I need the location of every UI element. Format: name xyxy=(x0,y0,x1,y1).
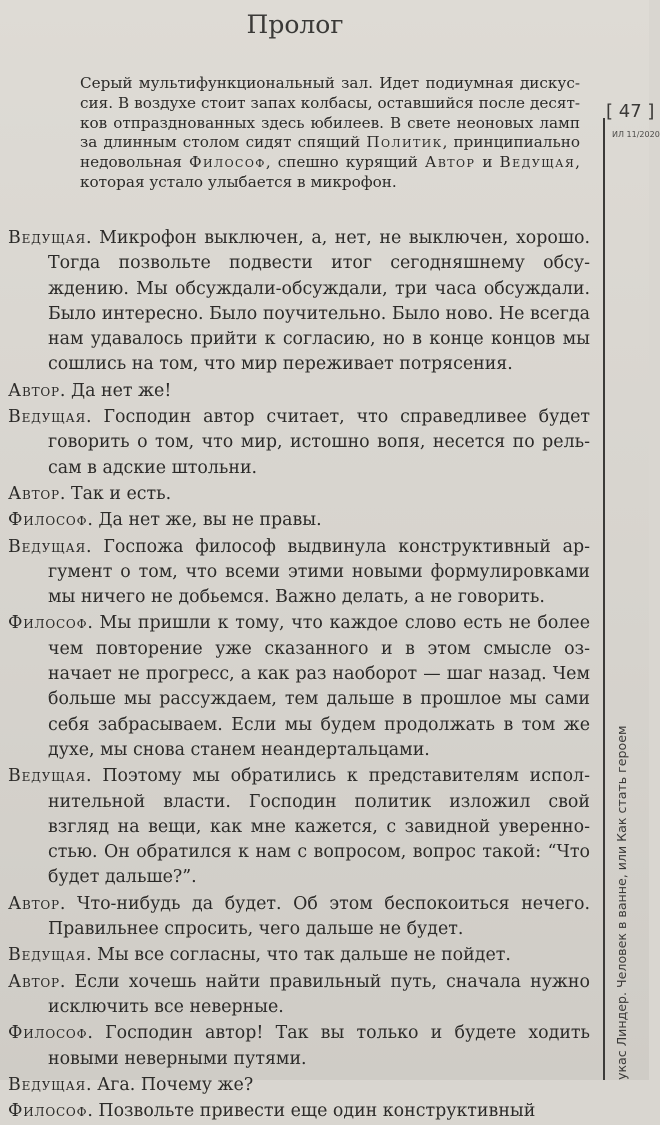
replica: Автор. Да нет же! xyxy=(8,380,172,401)
replica-text: Да нет же, вы не правы. xyxy=(98,510,322,531)
page-number: [ 47 ] xyxy=(606,101,655,122)
speaker-name: Ведущая xyxy=(8,536,87,557)
replica-text: Поэтому мы обратились к представителям исполнительной власти. Господин политик изложил свой взгляд на вещи, как мне кажется, с завидной уверенностью. Он обратился к нам с вопросом, вопрос такой: “Что будет дальше?”. xyxy=(48,766,590,888)
replica: Автор. Что-нибудь да будет. Об этом беспокоиться нечего. Правильнее спросить, чего дальше не будет. xyxy=(8,893,590,940)
replica: Ведущая. Ага. Почему же? xyxy=(8,1074,254,1095)
replica-text: Господин автор считает, что справедливее будет говорить о том, что мир, истошно вопя, несется по рельсам в адские штольни. xyxy=(48,407,590,478)
margin-rule xyxy=(603,118,605,1080)
chapter-title: Пролог xyxy=(246,10,344,39)
speaker-name: Ведущая xyxy=(8,407,87,428)
stage-direction xyxy=(80,74,580,193)
stage-text: , спешно курящий xyxy=(265,153,425,172)
replica: Автор. Если хочешь найти правильный путь, сначала нужно исключить все неверные. xyxy=(8,971,590,1017)
replica: Автор. Так и есть. xyxy=(8,483,172,504)
replica: Философ. Мы пришли к тому, что каждое слово есть не более чем повторение уже сказанного и в этом смысле означает не прогресс, а как раз наоборот — шаг назад. Чем больше мы рассуждаем, тем дальше в прошлое мы сами себя забрасываем. Если мы будем продолжать в том же духе, мы снова станем неандертальцами. xyxy=(8,613,590,760)
issue-label: ИЛ 11/2020 xyxy=(612,130,660,139)
character-name: Ведущая xyxy=(499,153,576,172)
speaker-name: Ведущая xyxy=(8,945,87,966)
replica-text: Позвольте привести еще один конструктивный xyxy=(98,1101,536,1122)
replica-text: Да нет же! xyxy=(70,380,172,401)
character-name: Политик xyxy=(366,133,443,152)
stage-text: Серый мультифункциональный зал. Идет подиумная дискуссия. В воздухе стоит запах колбасы, оставшийся после десятков отпразднованных здесь юбилеев. В свете неоновых ламп за длинным столом сидят спящий xyxy=(80,74,580,152)
replica-text: Мы все согласны, что так дальше не пойдет. xyxy=(97,945,511,966)
replica: Ведущая. Мы все согласны, что так дальше не пойдет. xyxy=(8,945,511,966)
character-name: Философ xyxy=(189,153,266,172)
replica-text: Если хочешь найти правильный путь, сначала нужно исключить все неверные. xyxy=(48,971,590,1017)
stage-text: , принципиально недовольная xyxy=(80,133,580,172)
stage-text: , которая устало улыбается в микрофон. xyxy=(80,153,580,191)
replica: Ведущая. Микрофон выключен, а, нет, не выключен, хорошо. Тогда позвольте подвести итог сегодняшнему обсуждению. Мы обсуждали-обсуждали, три часа обсуждали. Было интересно. Было поучительно. Было ново. Не всегда нам удавалось прийти к согласию, но в конце концов мы сошлись на том, что мир переживает потрясения. xyxy=(8,228,590,375)
replica: Философ. Да нет же, вы не правы. xyxy=(8,510,322,531)
character-name: Автор xyxy=(424,153,476,172)
speaker-name: Автор xyxy=(8,893,60,914)
replica-text: Ага. Почему же? xyxy=(97,1074,254,1095)
replica: Ведущая. Госпожа философ выдвинула конструктивный аргумент о том, что всеми этими новыми формулировками мы ничего не добьемся. Важно делать, а не говорить. xyxy=(8,536,590,608)
replica: Ведущая. Поэтому мы обратились к представителям исполнительной власти. Господин политик изложил свой взгляд на вещи, как мне кажется, с завидной уверенностью. Он обратился к нам с вопросом, вопрос такой: “Что будет дальше?”. xyxy=(8,766,590,888)
speaker-name: Автор xyxy=(8,380,60,401)
speaker-name: Ведущая xyxy=(8,1074,87,1095)
replica-text: Так и есть. xyxy=(70,483,172,504)
replica-text: Что-нибудь да будет. Об этом беспокоиться нечего. Правильнее спросить, чего дальше не будет. xyxy=(48,893,590,940)
replica-text: Господин автор! Так вы только и будете ходить новыми неверными путями. xyxy=(48,1023,591,1069)
replica-text: Мы пришли к тому, что каждое слово есть не более чем повторение уже сказанного и в этом смысле означает не прогресс, а как раз наоборот — шаг назад. Чем больше мы рассуждаем, тем дальше в прошлое мы сами себя забрасываем. Если мы будем продолжать в том же духе, мы снова станем неандертальцами. xyxy=(48,613,590,760)
speaker-name: Автор xyxy=(8,483,60,504)
speaker-name: Философ xyxy=(8,613,88,634)
dialogue xyxy=(8,226,590,1125)
replica: Философ. Господин автор! Так вы только и будете ходить новыми неверными путями. xyxy=(8,1023,591,1069)
speaker-name: Ведущая xyxy=(8,766,87,787)
replica: Ведущая. Господин автор считает, что справедливее будет говорить о том, что мир, истошно вопя, несется по рельсам в адские штольни. xyxy=(8,407,590,478)
stage-text: и xyxy=(475,153,500,172)
speaker-name: Философ xyxy=(8,1023,88,1044)
speaker-name: Философ xyxy=(8,1101,88,1122)
replica-text: Микрофон выключен, а, нет, не выключен, хорошо. Тогда позвольте подвести итог сегодняшнему обсуждению. Мы обсуждали-обсуждали, три часа обсуждали. Было интересно. Было поучительно. Было ново. Не всегда нам удавалось прийти к согласию, но в конце концов мы сошлись на том, что мир переживает потрясения. xyxy=(48,228,590,375)
replica: Философ. Позвольте привести еще один конструктивный xyxy=(8,1101,536,1122)
speaker-name: Ведущая xyxy=(8,228,87,248)
replica-text: Госпожа философ выдвинула конструктивный аргумент о том, что всеми этими новыми формулировками мы ничего не добьемся. Важно делать, а не говорить. xyxy=(48,536,590,608)
speaker-name: Философ xyxy=(8,510,88,531)
speaker-name: Автор xyxy=(8,971,60,992)
running-header: укас Линдер. Человек в ванне, или Как стать героем xyxy=(614,725,629,1080)
